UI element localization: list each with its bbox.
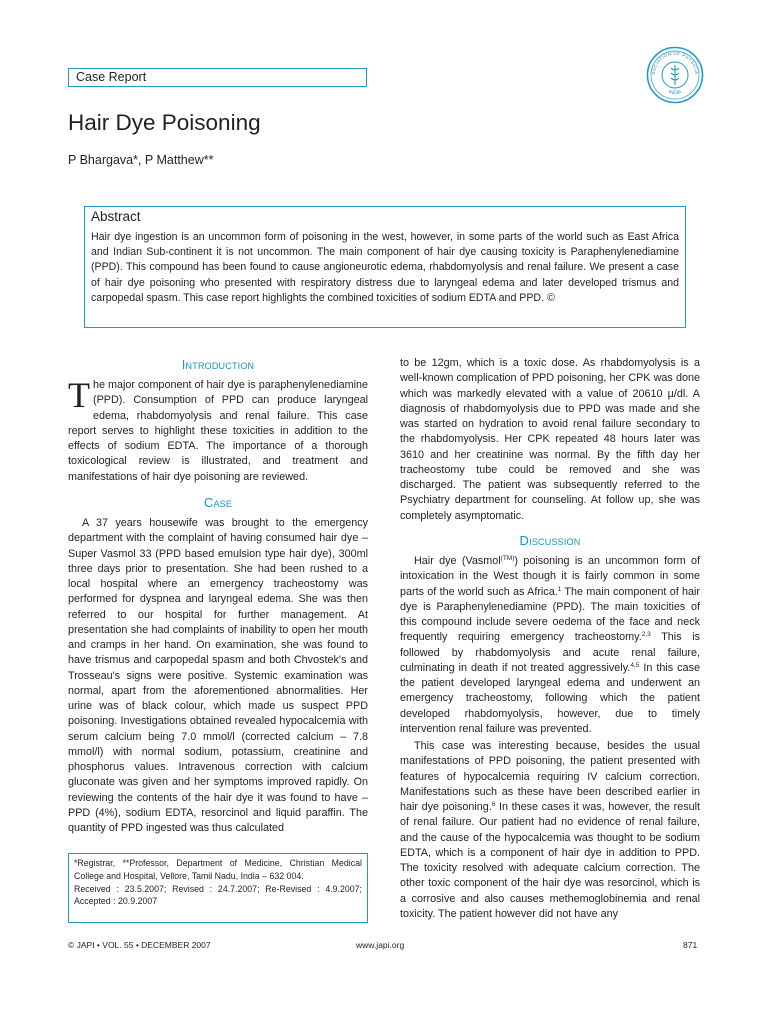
journal-footer: © JAPI • VOL. 55 • DECEMBER 2007 xyxy=(68,940,211,950)
reference-superscript: 4,5 xyxy=(630,661,640,669)
introduction-text: he major component of hair dye is paraphenylenediamine (PPD). Consumption of PPD can produce laryngeal edema, rhabdomyolysis and renal failure. This case report serves to highlight these toxicities in addition to the effects of sodium EDTA. The importance of a thorough toxicological review is illustrated, and treatment and manifestations of hair dye poisoning are reviewed. xyxy=(68,379,368,483)
case-continued-text: to be 12gm, which is a toxic dose. As rhabdomyolysis is a well-known complication of PPD poisoning, her CPK was done which was markedly elevated with a value of 20610 µ/dl. A diagnosis of rhabdomyolysis due to PPD was made and she was started on hydration to avoid renal failure secondary to the rhabdomyolysis. Her CPK repeated 48 hours later was 3610 and her creatinine was normal. By the fifth day her tracheostomy tube could be removed and she was discharged. The patient was subsequently referred to the Psychiatry department for counseling. At follow up, she was completely asymptomatic. xyxy=(400,357,700,522)
manuscript-dates: Received : 23.5.2007; Revised : 24.7.2007; Re-Revised : 4.9.2007; Accepted : 20.9.2007 xyxy=(74,883,362,907)
case-continued-paragraph xyxy=(400,356,700,524)
discussion-paragraph-2 xyxy=(400,739,700,922)
reference-superscript: 6 xyxy=(491,801,496,808)
reference-superscript: 2,3 xyxy=(641,631,651,639)
introduction-paragraph xyxy=(68,375,368,485)
discussion-paragraph-1 xyxy=(400,554,700,737)
discussion-text: This case was interesting because, besides the usual manifestations of PPD poisoning, the patient presented with features of hypocalcemia requiring IV calcium correction. Manifestations such as these have been described earlier in hair dye poisoning. xyxy=(400,740,700,813)
discussion-text: The main component of hair dye is Paraphenylenediamine (PPD). The main toxicities of this compound include severe oedema of the face and neck frequently requiring emergency tracheostomy. xyxy=(400,585,700,644)
discussion-text: Hair dye (Vasmol xyxy=(414,555,501,567)
discussion-text: This is followed by rhabdomyolysis and acute renal failure, culminating in death if not treated aggressively. xyxy=(400,631,701,674)
article-authors: P Bhargava*, P Matthew** xyxy=(68,153,214,167)
discussion-text: In this case the patient developed laryngeal edema and underwent an emergency tracheostomy, following which the patient developed rhabdomyolysis, however, due to timely intervention renal failure was prevented. xyxy=(400,661,700,735)
abstract-heading: Abstract xyxy=(91,209,141,224)
reference-superscript: 1 xyxy=(557,585,562,593)
author-affiliation-footnote xyxy=(68,853,368,923)
introduction-heading: Introduction xyxy=(181,357,255,372)
abstract-text: Hair dye ingestion is an uncommon form of poisoning in the west, however, in some parts of the world such as East Africa and Indian Sub-continent it is not uncommon. The main component of hair dye causing toxicity is Paraphenylenediamine (PPD). This compound has been found to cause angioneurotic edema, rhabdomyolysis and renal failure. We present a case of hair dye poisoning who presented with respiratory distress due to laryngeal edema and later developed trismus and carpopedal spasm. This case report highlights the combined toxicities of sodium EDTA and PPD. © xyxy=(91,231,679,304)
association-seal-logo xyxy=(646,46,704,104)
section-label-box xyxy=(68,68,367,87)
case-paragraph xyxy=(68,516,368,836)
svg-text:ASSOCIATION OF PHYSICIANS: SOCIATION OF PHYSICIA xyxy=(650,50,700,75)
affiliation-text: *Registrar, **Professor, Department of Medicine, Christian Medical College and Hospital, Vellore, Tamil Nadu, India – 632 004. xyxy=(74,858,362,881)
article-title: Hair Dye Poisoning xyxy=(68,110,261,135)
discussion-text: ) poisoning is an uncommon form of intoxication in the West though it is fairly common in some parts of the world such as Africa. xyxy=(400,555,701,598)
discussion-heading: Discussion xyxy=(519,533,581,548)
abstract-box xyxy=(84,206,686,328)
page-number: 871 xyxy=(683,940,698,950)
drop-cap: T xyxy=(68,375,90,415)
trademark-superscript: (TM) xyxy=(500,555,515,562)
svg-text:INDIA: INDIA xyxy=(667,89,683,97)
website-link[interactable]: www.japi.org xyxy=(356,940,405,950)
discussion-text: In these cases it was, however, the result of renal failure. Our patient had no evidence of renal failure, and the cause of the hypocalcemia was thought to be sodium EDTA, which is a component of hair dye in addition to PPD. The toxicity resolved with adequate calcium correction. The other toxic component of the hair dye was resorcinol, which is a corrosive and also causes methemoglobinemia and renal toxicity. The patient however did not have any xyxy=(400,801,701,920)
case-heading: Case xyxy=(203,495,233,510)
case-text: A 37 years housewife was brought to the emergency department with the complaint of having consumed hair dye – Super Vasmol 33 (PPD based emulsion type hair dye), 300ml three days prior to presentation. She had been rushed to a local hospital where an emergency tracheostomy was performed for dyspnea and laryngeal edema. She was then referred to our hospital for further management. At presentation she had complaints of inability to open her mouth and cramps in her hand. On examination, she was found to have trismus and carpopedal spasm and both Chvostek's and Trosseau's signs were positive. Systemic examination was normal, apart from the aforementioned abnormalities. Her urine was of black colour, which made us suspect PPD poisoning. Investigations obtained revealed hypocalcemia with serum calcium being 7.0 mmol/l (corrected calcium – 7.8 mmol/l) with normal sodium, potassium, creatinine and phosphorus values. Intravenous correction with calcium gluconate was given and her symptoms improved rapidly. On reviewing the contents of the hair dye it was found to have – PPD (4%), sodium EDTA, resorcinol and liquid paraffin. The quantity of PPD ingested was thus calculated xyxy=(68,517,368,834)
section-label: Case Report xyxy=(76,70,147,84)
